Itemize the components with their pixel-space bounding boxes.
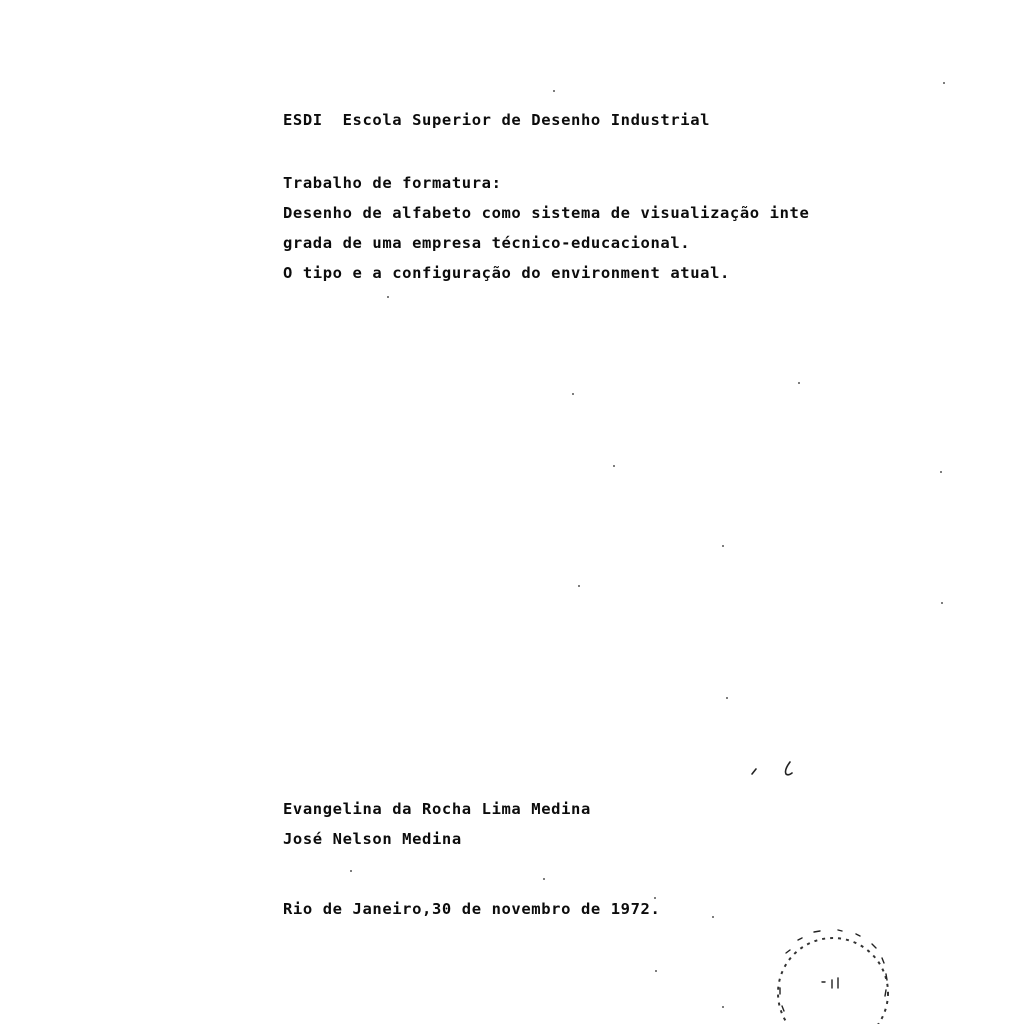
scan-speck	[543, 878, 545, 880]
scan-speck	[553, 90, 555, 92]
scan-speck	[941, 602, 943, 604]
scan-speck	[578, 585, 580, 587]
scan-speck	[722, 545, 724, 547]
author-name-2: José Nelson Medina	[283, 830, 462, 848]
author-name-1: Evangelina da Rocha Lima Medina	[283, 800, 591, 818]
scan-speck	[798, 382, 800, 384]
scan-speck	[712, 916, 714, 918]
thesis-title-line-1: Desenho de alfabeto como sistema de visualização inte	[283, 204, 810, 222]
scan-speck	[613, 465, 615, 467]
thesis-title-line-3: O tipo e a configuração do environment atual.	[283, 264, 730, 282]
place-and-date: Rio de Janeiro,30 de novembro de 1972.	[283, 900, 661, 918]
scan-speck	[940, 471, 942, 473]
scan-speck	[943, 82, 945, 84]
scan-speck	[655, 970, 657, 972]
scan-speck	[387, 296, 389, 298]
institution-stamp	[768, 918, 898, 1024]
scan-speck	[722, 1006, 724, 1008]
institution-header: ESDI Escola Superior de Desenho Industrial	[283, 111, 711, 129]
pen-marks	[746, 756, 806, 786]
scan-speck	[726, 697, 728, 699]
thesis-label: Trabalho de formatura:	[283, 174, 502, 192]
scan-speck	[350, 870, 352, 872]
thesis-title-line-2: grada de uma empresa técnico-educacional.	[283, 234, 691, 252]
scan-speck	[572, 393, 574, 395]
scan-speck	[654, 897, 656, 899]
